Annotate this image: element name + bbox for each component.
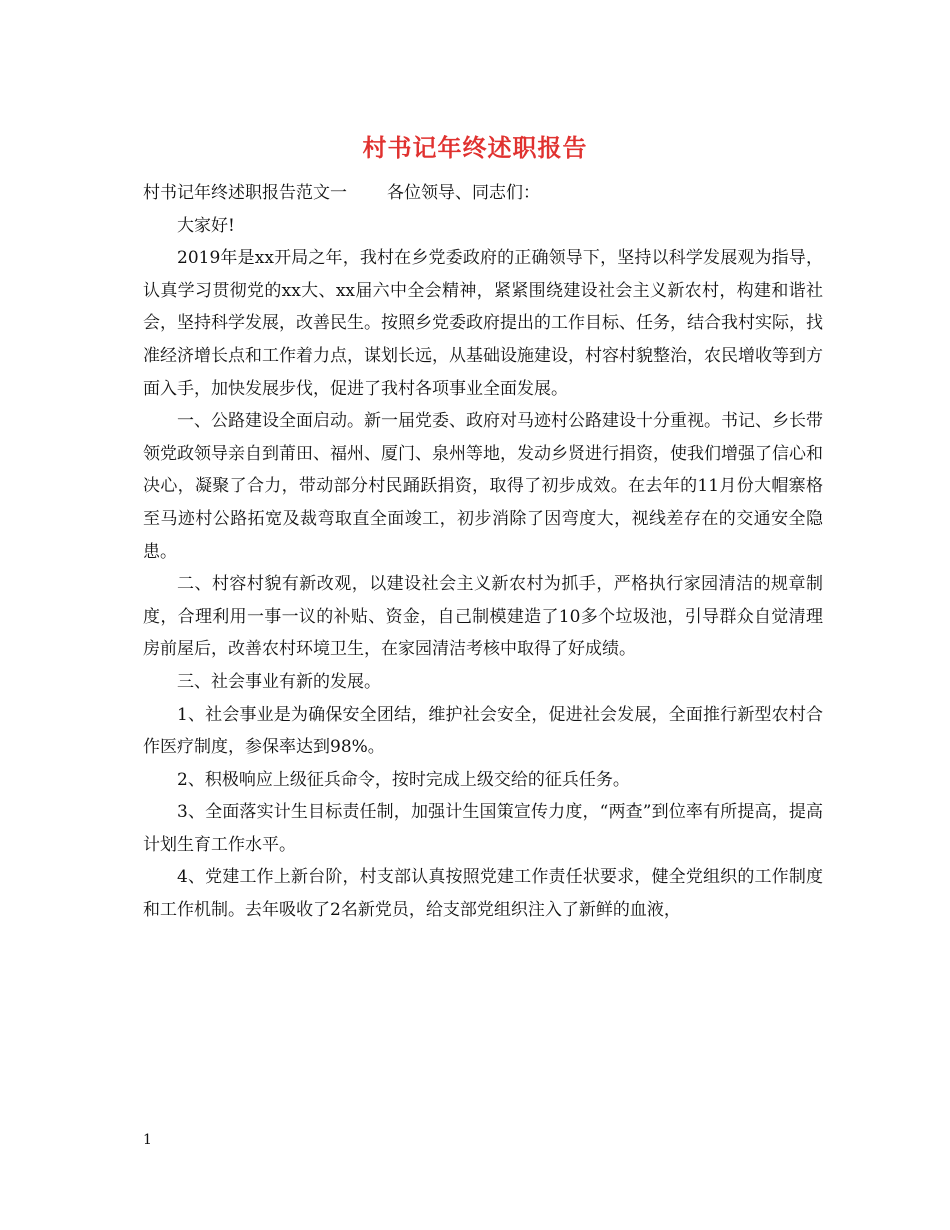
paragraph-item-3: 3、全面落实计生目标责任制，加强计生国策宣传力度，“两查”到位率有所提高，提高计划生育工作水平。 [143, 802, 823, 855]
intro-right-text: 各位领导、同志们： [387, 183, 540, 203]
document-body [143, 177, 823, 927]
paragraph-item-4: 4、党建工作上新台阶，村支部认真按照党建工作责任状要求，健全党组织的工作制度和工作机制。去年吸收了2名新党员，给支部党组织注入了新鲜的血液， [143, 867, 823, 921]
paragraph-road-construction: 一、公路建设全面启动。新一届党委、政府对马迹村公路建设十分重视。书记、乡长带领党政领导亲自到莆田、福州、厦门、泉州等地，发动乡贤进行捐资，使我们增强了信心和决心，凝聚了合力，带动部分村民踊跃捐资，取得了初步成效。在去年的11月份大帽寨格至马迹村公路拓宽及裁弯取直全面竣工，初步消除了因弯度大，视线差存在的交通安全隐患。 [143, 411, 823, 562]
paragraph-item-2: 2、积极响应上级征兵命令，按时完成上级交给的征兵任务。 [177, 769, 630, 790]
paragraph-overview: 2019年是xx开局之年，我村在乡党委政府的正确领导下，坚持以科学发展观为指导，认真学习贯彻党的xx大、xx届六中全会精神，紧紧围绕建设社会主义新农村，构建和谐社会，坚持科学发展，改善民生。按照乡党委政府提出的工作目标、任务，结合我村实际，找准经济增长点和工作着力点，谋划长远，从基础设施建设，村容村貌整治，农民增收等到方面入手，加快发展步伐，促进了我村各项事业全面发展。 [143, 248, 823, 399]
page-number: 1 [143, 1132, 152, 1148]
intro-line [143, 177, 823, 210]
document-title: 村书记年终述职报告 [362, 133, 588, 162]
paragraph-greeting: 大家好! [177, 215, 235, 236]
paragraph-social-undertakings: 三、社会事业有新的发展。 [177, 671, 381, 692]
intro-left-text: 村书记年终述职报告范文一 [143, 183, 347, 203]
paragraph-village-appearance: 二、村容村貌有新改观，以建设社会主义新农村为抓手，严格执行家园清洁的规章制度，合理利用一事一议的补贴、资金，自己制模建造了10多个垃圾池，引导群众自觉清理房前屋后，改善农村环境卫生，在家园清洁考核中取得了好成绩。 [143, 574, 823, 660]
paragraph-item-1: 1、社会事业是为确保安全团结，维护社会安全，促进社会发展，全面推行新型农村合作医疗制度，参保率达到98%。 [143, 704, 823, 758]
